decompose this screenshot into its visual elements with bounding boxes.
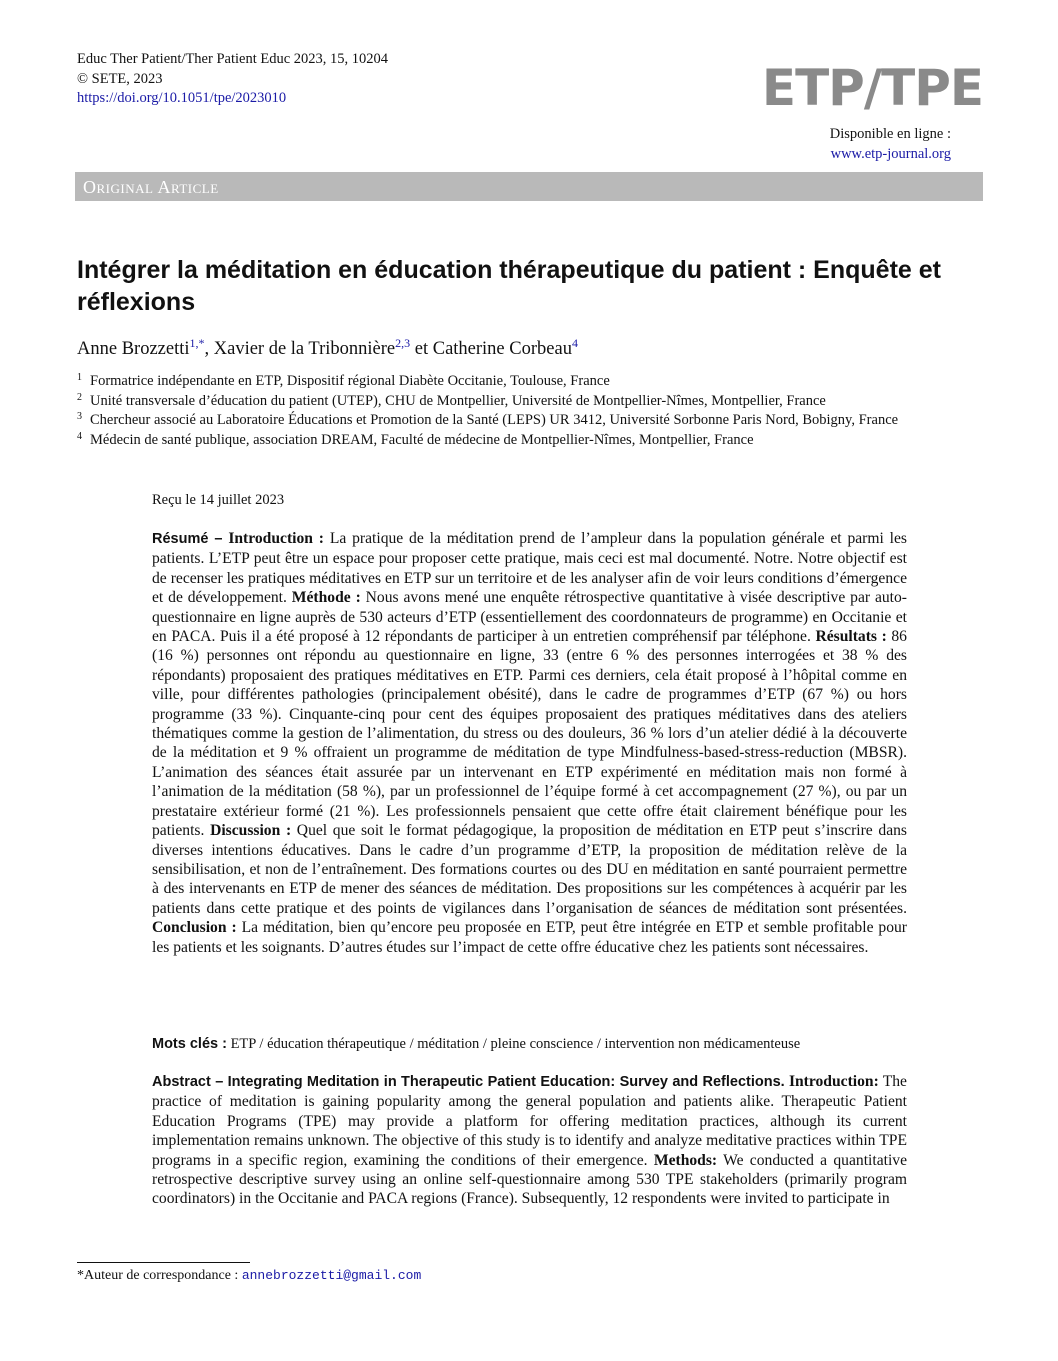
author-affiliation-ref[interactable]: 2,3: [395, 336, 411, 350]
abstract-methods-text: We conducted a quantitative retrospective descriptive survey using an online self-questionnaire among 530 TPE stakeholders (primarily program coordinators) in the Occitanie and PACA regions (France). Subsequently, 12 respondents were invited to participate in: [152, 1151, 907, 1208]
resume-discussion-label: Discussion :: [210, 822, 292, 840]
abstract-intro-label: Introduction:: [788, 1073, 879, 1090]
affiliation-item: [77, 392, 965, 412]
footnote-divider: [77, 1262, 250, 1263]
author-separator: et: [410, 339, 433, 359]
affiliation-item: [77, 431, 965, 451]
author-name: Catherine Corbeau: [432, 339, 572, 359]
author-email-link[interactable]: annebrozzetti@gmail.com: [241, 1268, 422, 1283]
affiliation-list: [77, 372, 965, 450]
abstract-en: [152, 1072, 907, 1209]
affiliation-text: Unité transversale d’éducation du patient (UTEP), CHU de Montpellier, Université de Montpellier-Nîmes, Montpellier, France: [90, 392, 826, 409]
keywords-label: Mots clés :: [152, 1036, 227, 1052]
resume-lead: Résumé –: [152, 531, 223, 547]
journal-logo: ETP/TPE: [761, 59, 983, 117]
available-label: Disponible en ligne :: [829, 126, 951, 142]
correspondence-footnote: [77, 1268, 421, 1284]
author-list: [77, 337, 578, 361]
resume-results-text: 86 (16 %) personnes ont répondu au questionnaire en ligne, 33 (entre 6 % des personnes interrogées et 38 % des répondants) proposaient des pratiques méditatives en ETP. Parmi ces derniers, cela était proposé à l’hôpital comme en ville, pour différentes pathologies (principalement obésité), dans le cadre de programmes d’ETP (67 %) ou hors programme (33 %). Cinquante-cinq pour cent des équipes proposaient des pratiques méditatives dans des ateliers thématiques comme la gestion de l’alimentation, du stress ou des douleurs, 36 % lors d’un atelier dédié à la découverte de la méditation et 9 % offraient un programme de méditation de type Mindfulness-based-stress-reduction (MBSR). L’animation des séances était assurée par un intervenant en ETP expérimenté en méditation mais non formé à l’animation de la méditation (58 %), par un professionnel de l’équipe formé à cet accompagnement (27 %), ou par un prestataire extérieur formé (21 %). Les professionnels pensaient que cette offre était clairement bénéfique pour les patients.: [152, 628, 907, 840]
journal-url-link[interactable]: www.etp-journal.org: [830, 146, 951, 162]
footnote-label: *Auteur de correspondance :: [77, 1268, 242, 1283]
keywords-text: ETP / éducation thérapeutique / méditation / pleine conscience / intervention non médicamenteuse: [226, 1036, 801, 1052]
article-title: Intégrer la méditation en éducation thérapeutique du patient : Enquête et réflexions: [77, 256, 941, 316]
affiliation-number: 2: [77, 391, 82, 403]
abstract-en-lead: Abstract – Integrating Meditation in Therapeutic Patient Education: Survey and Reflections.: [152, 1074, 785, 1090]
resume-method-label: Méthode :: [291, 589, 361, 607]
affiliation-text: Chercheur associé au Laboratoire Éducations et Promotion de la Santé (LEPS) UR 3412, Université Sorbonne Paris Nord, Bobigny, France: [90, 412, 899, 428]
received-date: Reçu le 14 juillet 2023: [152, 492, 285, 508]
author-affiliation-ref[interactable]: 4: [571, 336, 578, 350]
resume-conclusion-label: Conclusion :: [152, 919, 237, 937]
resume-intro-label: Introduction :: [228, 530, 324, 547]
doi-link[interactable]: https://doi.org/10.1051/tpe/2023010: [77, 90, 287, 106]
author-name: Anne Brozzetti: [77, 339, 190, 359]
article-type-banner: Original Article: [75, 172, 983, 201]
resume-fr: [152, 529, 907, 957]
author-affiliation-ref[interactable]: 1,*: [189, 336, 205, 350]
author-name: Xavier de la Tribonnière: [213, 339, 396, 359]
copyright: © SETE, 2023: [77, 70, 163, 87]
affiliation-number: 1: [77, 372, 82, 383]
resume-conclusion-text: La méditation, bien qu’encore peu proposée en ETP, peut être intégrée en ETP et semble profitable pour les patients et les soignants. D’autres études sur l’impact de cette offre éducative chez les patients sont nécessaires.: [152, 919, 908, 956]
affiliation-number: 4: [77, 430, 82, 442]
resume-results-label: Résultats :: [815, 628, 887, 646]
keywords: [152, 1035, 907, 1054]
journal-citation: Educ Ther Patient/Ther Patient Educ 2023, 15, 10204: [77, 51, 389, 67]
affiliation-number: 3: [77, 411, 82, 422]
resume-method-text: Nous avons mené une enquête rétrospective quantitative à visée descriptive par auto-questionnaire en ligne auprès de 530 acteurs d’ETP (essentiellement des coordonnateurs de programme) en Occitanie et en PACA. Puis il a été proposé à 12 répondants de participer à un entretien compréhensif par téléphone.: [152, 589, 907, 646]
journal-header: [77, 50, 388, 109]
resume-intro-text: La pratique de la méditation prend de l’ampleur dans la population générale et parmi les patients. L’ETP peut être un espace pour proposer cette pratique, mais ceci est mal documenté. Notre. Notre objectif est de recenser les pratiques méditatives en ETP sur un territoire et de les analyser afin de voir leurs conditions d’émergence et de développement.: [152, 530, 907, 607]
abstract-intro-text: The practice of meditation is gaining popularity among the general population and patients alike. Therapeutic Patient Education Programs (TPE) may provide a platform for offering meditation practices, although its current implementation remains unknown. The objective of this study is to identify and analyze meditative practices within TPE programs in a specific region, examining the conditions of their emergence.: [152, 1073, 907, 1169]
abstract-methods-label: Methods:: [653, 1151, 718, 1169]
online-availability: [830, 124, 951, 164]
author-separator: ,: [204, 339, 214, 359]
affiliation-text: Médecin de santé publique, association DREAM, Faculté de médecine de Montpellier-Nîmes, Montpellier, France: [90, 431, 754, 448]
affiliation-text: Formatrice indépendante en ETP, Dispositif régional Diabète Occitanie, Toulouse, France: [90, 373, 610, 389]
affiliation-item: [77, 411, 965, 431]
affiliation-item: [77, 372, 965, 392]
resume-discussion-text: Quel que soit le format pédagogique, la proposition de méditation en ETP peut s’inscrire dans diverses intentions éducatives. Dans le cadre d’un programme d’ETP, la proposition de méditation relève de la sensibilisation, et non de l’entraînement. Des formations courtes ou des DU en méditation en santé pourraient permettre à des intervenants en ETP de mener des séances de méditation. Des propositions sur les compétences à acquérir par les patients dans cette pratique et des points de vigilances dans l’organisation de séances de méditation sont présentées.: [152, 822, 907, 917]
